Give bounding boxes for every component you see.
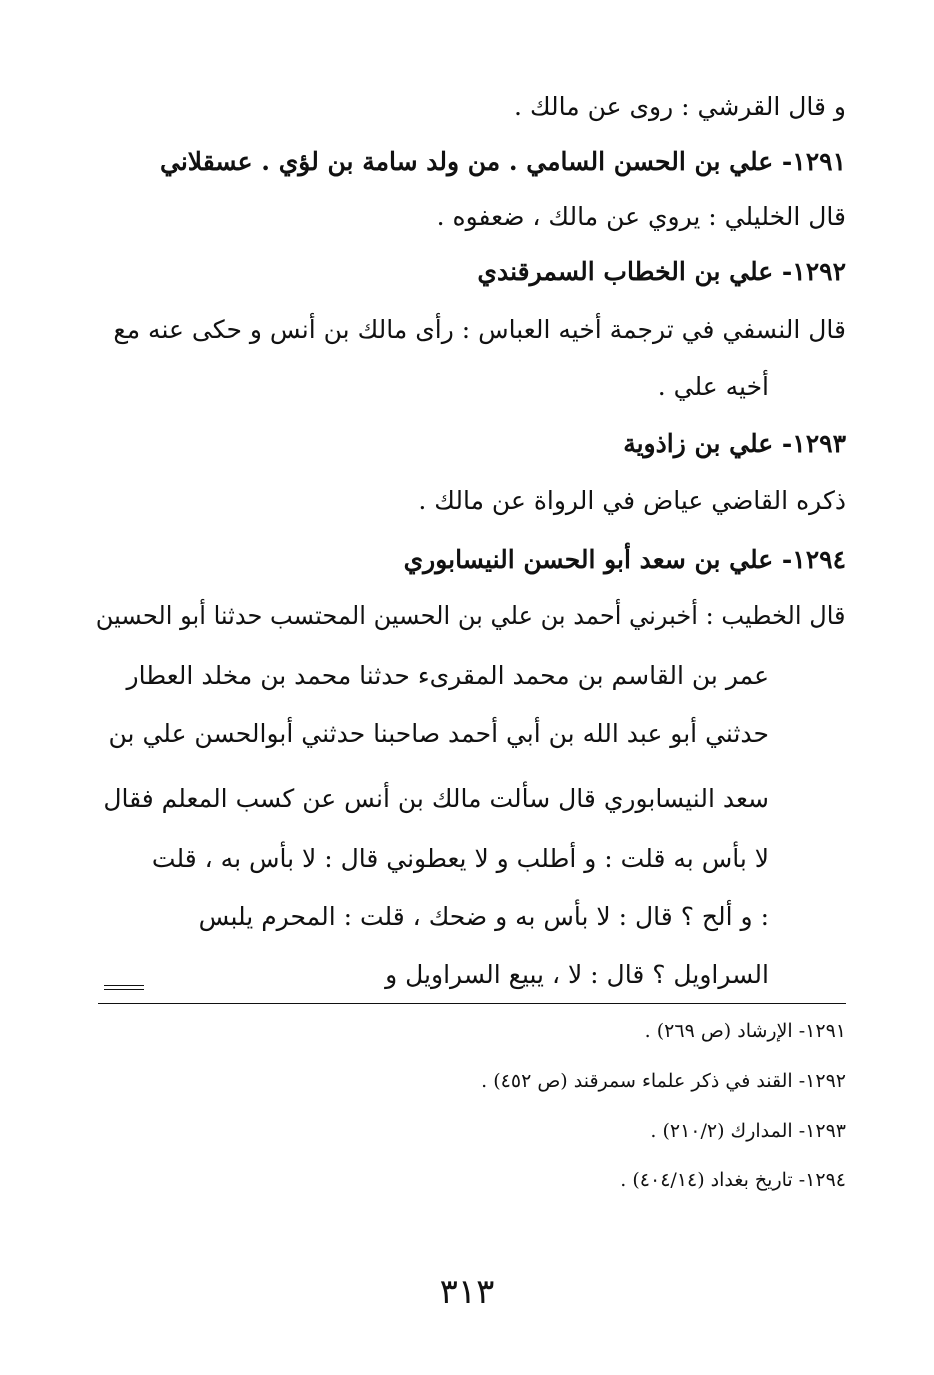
text-line: أخيه علي .	[657, 372, 769, 401]
entry-heading-1291: ١٢٩١- علي بن الحسن السامي . من ولد سامة بن لؤي . عسقلاني	[160, 147, 846, 176]
text-line: عمر بن القاسم بن محمد المقرىء حدثنا محمد بن مخلد العطار	[126, 661, 769, 690]
text-line: لا بأس به قلت : و أطلب و لا يعطوني قال : لا بأس به ، قلت	[151, 844, 769, 873]
footnote-1292: ١٢٩٢- القند في ذكر علماء سمرقند (ص ٤٥٢) .	[481, 1070, 846, 1092]
entry-heading-1292: ١٢٩٢- علي بن الخطاب السمرقندي	[477, 257, 846, 286]
text-line: السراويل ؟ قال : لا ، يبيع السراويل و	[385, 960, 769, 989]
text-line: سعد النيسابوري قال سألت مالك بن أنس عن كسب المعلم فقال	[103, 784, 769, 813]
text-line: ذكره القاضي عياض في الرواة عن مالك .	[418, 486, 846, 515]
footnote-1293: ١٢٩٣- المدارك (٢١٠/٢) .	[650, 1120, 846, 1142]
text-line: قال الخطيب : أخبرني أحمد بن علي بن الحسين المحتسب حدثنا أبو الحسين	[96, 601, 846, 630]
entry-heading-1293: ١٢٩٣- علي بن زاذوية	[623, 429, 846, 458]
continuation-mark	[104, 985, 144, 995]
entry-heading-1294: ١٢٩٤- علي بن سعد أبو الحسن النيسابوري	[403, 545, 846, 574]
footnote-divider	[98, 1003, 846, 1004]
footnote-1291: ١٢٩١- الإرشاد (ص ٢٦٩) .	[644, 1020, 846, 1042]
text-line: حدثني أبو عبد الله بن أبي أحمد صاحبنا حدثني أبوالحسن علي بن	[108, 719, 769, 748]
page-number: ٣١٣	[439, 1272, 495, 1312]
footnote-1294: ١٢٩٤- تاريخ بغداد (٤٠٤/١٤) .	[620, 1169, 846, 1191]
text-line: قال النسفي في ترجمة أخيه العباس : رأى مالك بن أنس و حكى عنه مع	[113, 315, 846, 344]
text-line: و قال القرشي : روى عن مالك .	[514, 92, 846, 121]
text-line: : و ألح ؟ قال : لا بأس به و ضحك ، قلت : المحرم يلبس	[198, 902, 769, 931]
text-line: قال الخليلي : يروي عن مالك ، ضعفوه .	[436, 202, 846, 231]
